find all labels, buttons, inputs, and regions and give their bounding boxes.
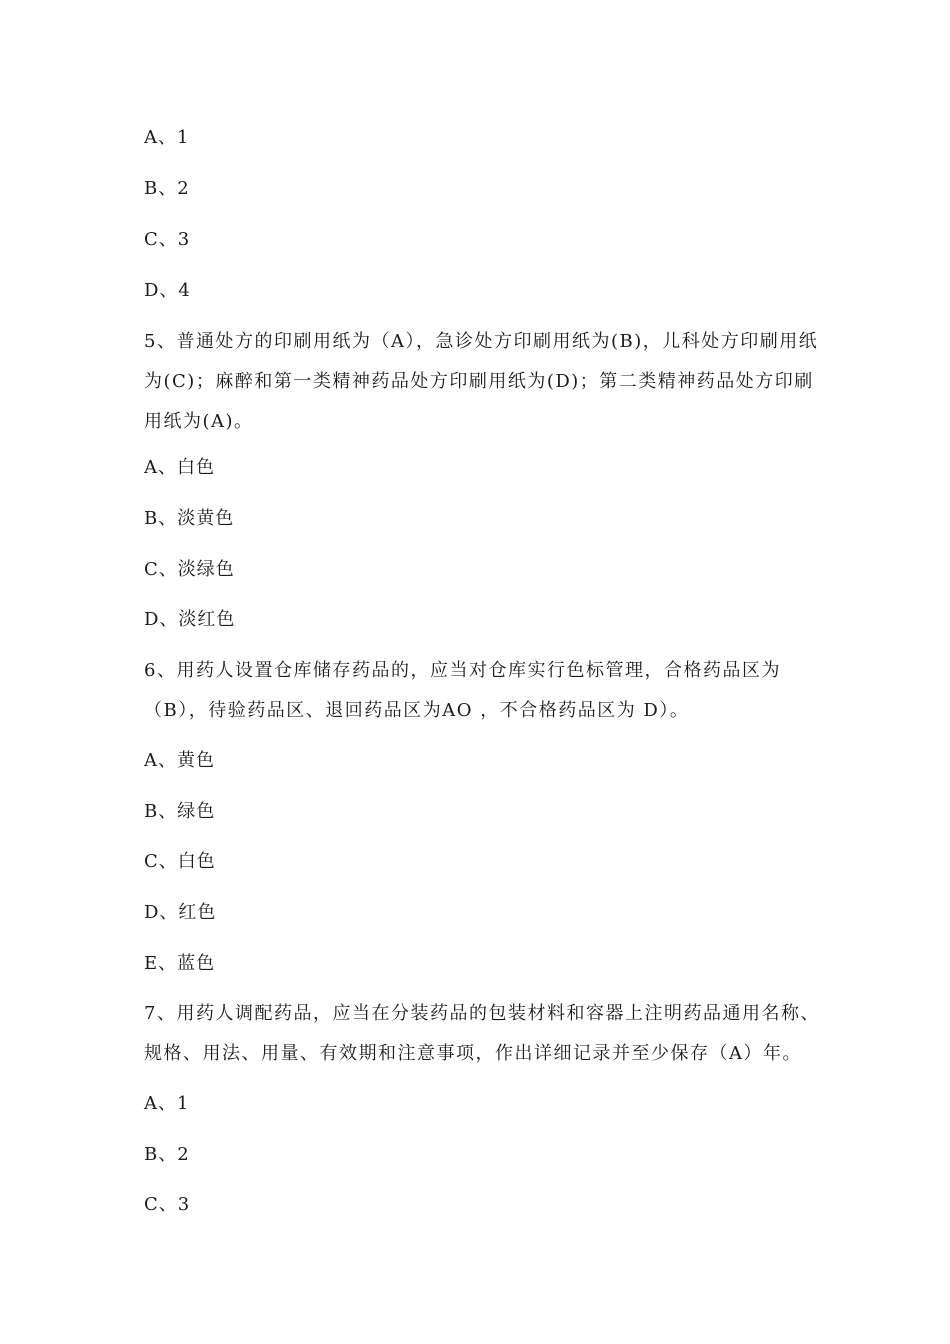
question-5-text: 为(C)；麻醉和第一类精神药品处方印刷用纸为(D)；第二类精神药品处方印刷 (144, 371, 814, 392)
question-7-text: 7、用药人调配药品，应当在分装药品的包装材料和容器上注明药品通用名称、 (144, 1003, 820, 1024)
question-6-text: （B），待验药品区、退回药品区为AO ，不合格药品区为 D）。 (144, 700, 690, 721)
option-text: C、3 (144, 1194, 191, 1215)
question-7-text: 规格、用法、用量、有效期和注意事项，作出详细记录并至少保存（A）年。 (144, 1043, 802, 1064)
option-text: C、3 (144, 229, 191, 250)
question-5-text: 用纸为(A)。 (144, 411, 254, 432)
option-text: A、1 (144, 127, 190, 148)
option-text: C、淡绿色 (144, 559, 235, 580)
question-6-text: 6、用药人设置仓库储存药品的，应当对仓库实行色标管理，合格药品区为 (144, 660, 781, 681)
option-text: A、黄色 (144, 750, 215, 771)
option-text: D、4 (144, 280, 191, 301)
option-text: B、淡黄色 (144, 508, 235, 529)
option-text: D、红色 (144, 902, 217, 923)
option-text: B、绿色 (144, 801, 216, 822)
option-text: A、白色 (144, 457, 215, 478)
option-text: E、蓝色 (144, 953, 216, 974)
option-text: A、1 (144, 1093, 190, 1114)
option-text: D、淡红色 (144, 609, 236, 630)
question-5-text: 5、普通处方的印刷用纸为（A），急诊处方印刷用纸为(B)，儿科处方印刷用纸 (144, 331, 819, 352)
option-text: C、白色 (144, 851, 216, 872)
option-text: B、2 (144, 178, 190, 199)
option-text: B、2 (144, 1144, 190, 1165)
